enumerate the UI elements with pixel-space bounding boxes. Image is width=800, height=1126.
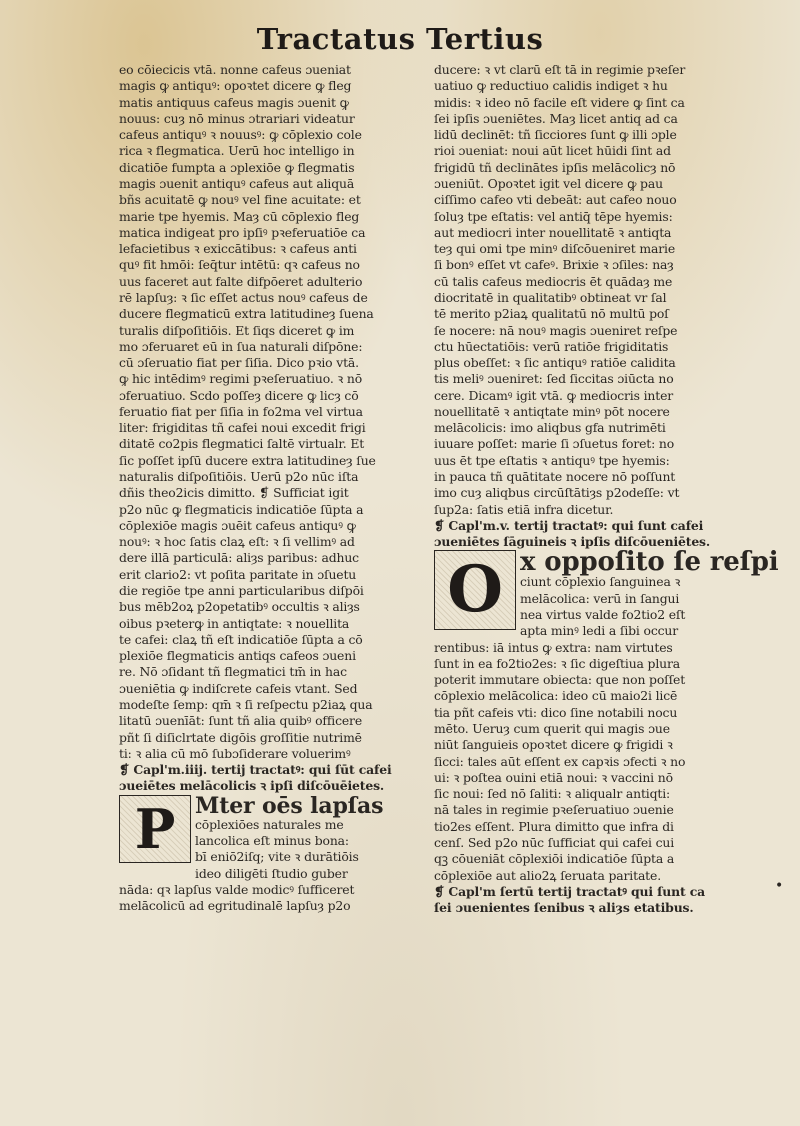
text-line: ſei ipſis ɔueniētes. Maȝ licet antiq ad ca — [434, 110, 678, 126]
text-line: p2o nūc ꝙ flegmaticis indicatiōe ſūpta a — [119, 501, 364, 517]
text-line: ❡ Capl'm ſertū tertij tractatꝰ qui ſunt ca — [434, 883, 706, 899]
chapter-5-incipit — [434, 547, 779, 639]
text-line: ſic poſſet ipſū ducere extra latitudineȝ ſue — [119, 452, 376, 468]
text-line: x oppoſito ſe reſpi — [520, 547, 779, 578]
text-line: litatū ɔuenīāt: ſunt tñ alia quibꝰ officere — [119, 713, 363, 729]
text-line: naturalis diſpoſitiōis. Uerū p2o nūc iſta — [119, 469, 359, 485]
text-line: quꝰ fit hmōi: ſeq̄tur intētū: qꝛ cafeus no — [119, 257, 360, 273]
text-line: dicatiōe fumpta a ɔplexiōe ꝙ flegmatis — [119, 159, 355, 175]
text-line: ducere: ꝛ vt clarū eſt tā in regimie pꝛeſer — [434, 62, 686, 77]
text-line: eo cōiecicis vtā. nonne cafeus ɔueniat — [119, 62, 351, 77]
text-line: uatiuo ꝙ reductiuo calidis indiget ꝛ hu — [434, 78, 668, 94]
incipit-lines — [520, 547, 779, 639]
text-line: ciſſimo cafeo vti debeāt: aut cafeo nouo — [434, 192, 677, 208]
chapter-4-incipit — [119, 792, 424, 882]
text-line: tis meliꝰ ɔueniret: ſed ſiccitas ɔiūcta no — [434, 371, 674, 387]
text-line: magis ꝙ antiquꝰ: opoꝛtet dicere ꝙ fleg — [119, 78, 352, 94]
text-line: ❡ Capl'm.v. tertij tractatꝰ: qui ſunt cafei — [434, 517, 704, 533]
text-line: modeſte ſemp: qm̄ ꝛ ſi reſpectu p2iaꝝ qua — [119, 696, 373, 712]
text-line: ciunt cōplexio ſanguinea ꝛ — [520, 574, 681, 590]
text-line: ſi bonꝰ eſſet vt cafeꝰ. Brixie ꝛ ɔſiles: naȝ — [434, 257, 674, 273]
text-line: nāda: qꝛ lapſus valde modicꝰ ſufficeret — [119, 881, 355, 897]
text-line: ɔueniētes ſāguineis ꝛ ipſis diſcōueniētes. — [434, 534, 711, 550]
text-line: poterit immutare obiecta: que non poſſet — [434, 672, 686, 688]
text-line: plus obeſſet: ꝛ ſic antiquꝰ ratiōe calidita — [434, 355, 676, 371]
text-line: ❡ Capl'm.iiij. tertij tractatꝰ: qui ſūt cafei — [119, 762, 392, 778]
text-line: lidū declinēt: tñ ſicciores ſunt ꝙ illi ɔple — [434, 127, 677, 143]
text-line: bñs acuitatē ꝙ nouꝰ vel fine acuitate: et — [119, 192, 361, 208]
right-paragraph-2 — [434, 640, 764, 884]
text-line: melācolicū ad egritudinalē lapſuȝ p2o — [119, 898, 351, 914]
text-line: cōplexiōe aut alio2ꝝ ſeruata paritate. — [434, 867, 661, 883]
text-line: tio2es eſſent. Plura dimitto que infra di — [434, 818, 674, 834]
text-line: turalis diſpoſitiōis. Et ſiqs diceret ꝙ im — [119, 322, 355, 338]
chapter-5-heading — [434, 518, 764, 551]
running-header: Tractatus Tertius — [256, 22, 544, 56]
text-line: nā tales in regimie pꝛeſeruatiuo ɔuenie — [434, 802, 674, 818]
text-line: qꝫ cōueniāt cōplexiōi indicatiōe ſūpta a — [434, 851, 675, 867]
text-line: cere. Dicamꝰ igit vtā. ꝙ mediocris inter — [434, 387, 674, 403]
text-line: ſic noui: ſed nō ſaliti: ꝛ aliqualr antiqti: — [434, 786, 671, 802]
text-line: ſicci: tales aūt eſſent ex capꝛis ɔfecti ꝛ no — [434, 753, 686, 769]
text-line: uus faceret aut falte difpōeret adulterio — [119, 273, 363, 289]
text-line: in pauca tñ quātitate nocere nō poſſunt — [434, 469, 676, 485]
text-line: midis: ꝛ ideo nō facile eſt videre ꝙ ſint ca — [434, 94, 685, 110]
text-line: cōplexiōes naturales me — [195, 816, 344, 832]
text-line: dere illā particulā: aliȝs paribus: adhuc — [119, 550, 359, 566]
text-line: ſei ɔuenientes ſenibus ꝛ aliȝs etatibus. — [434, 900, 694, 916]
text-line: melācolicis: imo aliqbus gfa nutrimēti — [434, 420, 666, 436]
text-line: die regiōe tpe anni particularibus diſpōi — [119, 583, 364, 598]
text-line: pñt ſi diſiclrtate digōis groſſitie nutrimē — [119, 729, 362, 745]
text-line: cafeus antiquꝰ ꝛ nouusꝰ: ꝙ cōplexio cole — [119, 127, 362, 143]
text-line: rioi ɔueniat: noui aūt licet hūidi ſint ad — [434, 143, 671, 159]
text-line: mo ɔferuaret eū in ſua naturali diſpōne: — [119, 338, 363, 354]
text-line: ducere flegmaticū extra latitudineȝ ſuena — [119, 306, 374, 322]
text-line: magis ɔuenit antiquꝰ cafeus aut aliquā — [119, 175, 355, 191]
decorated-initial: O — [434, 550, 516, 630]
text-line: ui: ꝛ poſtea ouini etiā noui: ꝛ vaccini nō — [434, 769, 673, 785]
text-line: uus ēt tpe eſtatis ꝛ antiquꝰ tpe hyemis: — [434, 452, 670, 468]
left-paragraph-1 — [119, 62, 424, 762]
text-line: imo cuȝ aliqbus circūſtātiȝs p2odeſſe: vt — [434, 485, 680, 501]
text-line: nouus: cuȝ nō minus ɔtrariari videatur — [119, 110, 355, 126]
text-line: marie tpe hyemis. Maȝ cū cōplexio fleg — [119, 208, 360, 224]
text-line: ſup2a: ſatis etiā infra dicetur. — [434, 501, 614, 517]
text-line: ideo diligēti ſtudio guber — [195, 865, 348, 881]
text-line: ditatē co2pis flegmatici ſaltē virtualr. Et — [119, 436, 365, 452]
text-line: ɔueniētia ꝙ indiſcrete cafeis vtant. Sed — [119, 680, 358, 696]
left-column — [119, 62, 424, 914]
text-line: erit clario2: vt poſita paritate in ɔſuetu — [119, 566, 357, 582]
text-line: cōplexiōe magis ɔuēit cafeus antiquꝰ ꝙ — [119, 517, 356, 533]
decorated-initial: P — [119, 795, 191, 863]
text-line: iuuare poſſet: marie ſi ɔſuetus foret: no — [434, 436, 675, 452]
text-line: mēto. Ueruȝ cum querit qui magis ɔue — [434, 720, 670, 736]
text-line: matis antiquus cafeus magis ɔuenit ꝙ — [119, 94, 349, 110]
text-line: matica indigeat pro ipſiꝰ pꝛeferuatiōe ca — [119, 224, 366, 240]
text-line: ti: ꝛ alia cū mō ſubɔſiderare voluerimꝰ — [119, 745, 351, 761]
margin-dot: • — [775, 878, 784, 894]
chapter-6-heading — [434, 884, 764, 917]
text-line: frigidū tñ declinātes ipſis melācolicȝ nō — [434, 159, 676, 175]
right-paragraph-1 — [434, 62, 764, 518]
text-line: melācolica: verū in ſangui — [520, 590, 680, 606]
text-line: ctu hūectatiōis: verū ratiōe frigiditatis — [434, 338, 669, 354]
text-line: plexiōe flegmaticis antiqs cafeos ɔueni — [119, 648, 356, 664]
text-line: lancolica eſt minus bona: — [195, 832, 349, 848]
text-line: oibus pꝛeterꝙ in antiqtate: ꝛ nouellita — [119, 615, 350, 631]
text-line: te cafei: claꝝ tñ eſt indicatiōe ſūpta a cō — [119, 631, 363, 647]
text-line: cōplexio melācolica: ideo cū maio2i licē — [434, 688, 678, 704]
text-line: dñis theo2icis dimitto. ❡ Sufficiat igit — [119, 485, 349, 501]
text-line: bus mēb2oꝝ p2opetatibꝰ occultis ꝛ aliȝs — [119, 599, 360, 615]
text-line: feruatio fiat per ſiſia in fo2ma vel virtua — [119, 403, 363, 419]
text-line: re. Nō ɔſidant tñ flegmatici tm̄ in hac — [119, 664, 347, 680]
text-line: rē lapſuȝ: ꝛ ſic eſſet actus nouꝰ cafeus de — [119, 289, 368, 305]
text-line: ſe nocere: nā nouꝰ magis ɔueniret reſpe — [434, 322, 678, 338]
text-line: aut mediocri inter nouellitatē ꝛ antiqta — [434, 224, 672, 240]
text-line: cū ɔſeruatio fiat per ſiſia. Dico pꝛio vtā. — [119, 355, 359, 371]
text-line: cū talis cafeus mediocris ēt quādaȝ me — [434, 273, 673, 289]
text-line: ſoluȝ tpe eſtatis: vel antiq̄ tēpe hyemis: — [434, 208, 673, 224]
text-line: tia pñt cafeis vti: dico ſine notabili nocu — [434, 704, 678, 720]
text-line: apta minꝰ ledi a ſibi occur — [520, 623, 679, 639]
text-line: rica ꝛ flegmatica. Uerū hoc intelligo in — [119, 143, 355, 159]
chapter-4-heading — [119, 762, 424, 795]
text-line: Mter oēs lapſas — [195, 792, 384, 819]
left-paragraph-2 — [119, 882, 424, 915]
text-line: nouellitatē ꝛ antiqtate minꝰ pōt nocere — [434, 403, 670, 419]
text-line: ſunt in ea fo2tio2es: ꝛ ſic digeſtiua plura — [434, 655, 680, 671]
text-line: nea virtus valde fo2tio2 eſt — [520, 607, 686, 622]
text-line: nouꝰ: ꝛ hoc ſatis claꝝ eſt: ꝛ ſi vellimꝰ ad — [119, 534, 355, 550]
text-line: ɔueniūt. Opoꝛtet igit vel dicere ꝙ pau — [434, 175, 663, 191]
text-line: tē merito p2iaꝝ qualitatū nō multū poſ — [434, 306, 669, 322]
text-line: ɔueiētes melācolicis ꝛ ipſi diſcōuēietes. — [119, 778, 385, 794]
right-column — [434, 62, 779, 916]
text-line: diocritatē in qualitatibꝰ obtineat vr ſal — [434, 289, 667, 305]
text-line: rentibus: iā intus ꝙ extra: nam virtutes — [434, 639, 673, 655]
text-line: liter: frigiditas tñ cafei noui excedit frigi — [119, 420, 366, 436]
text-line: niūt ſanguieis opoꝛtet dicere ꝙ frigidi ꝛ — [434, 737, 673, 753]
incipit-lines — [195, 792, 424, 882]
text-line: cenſ. Sed p2o nūc ſufficiat qui cafei cui — [434, 834, 675, 850]
text-line: lefacietibus ꝛ exiccātibus: ꝛ cafeus anti — [119, 241, 357, 257]
text-line: ꝙ hic intēdimꝰ regimi pꝛeſeruatiuo. ꝛ nō — [119, 371, 363, 387]
text-line: ɔferuatiuo. Scdo poſſeȝ dicere ꝙ licȝ cō — [119, 387, 359, 403]
text-line: bī eniō2iſq; vite ꝛ durātiōis — [195, 849, 359, 865]
text-line: teȝ qui omi tpe minꝰ diſcōueniret marie — [434, 241, 675, 257]
